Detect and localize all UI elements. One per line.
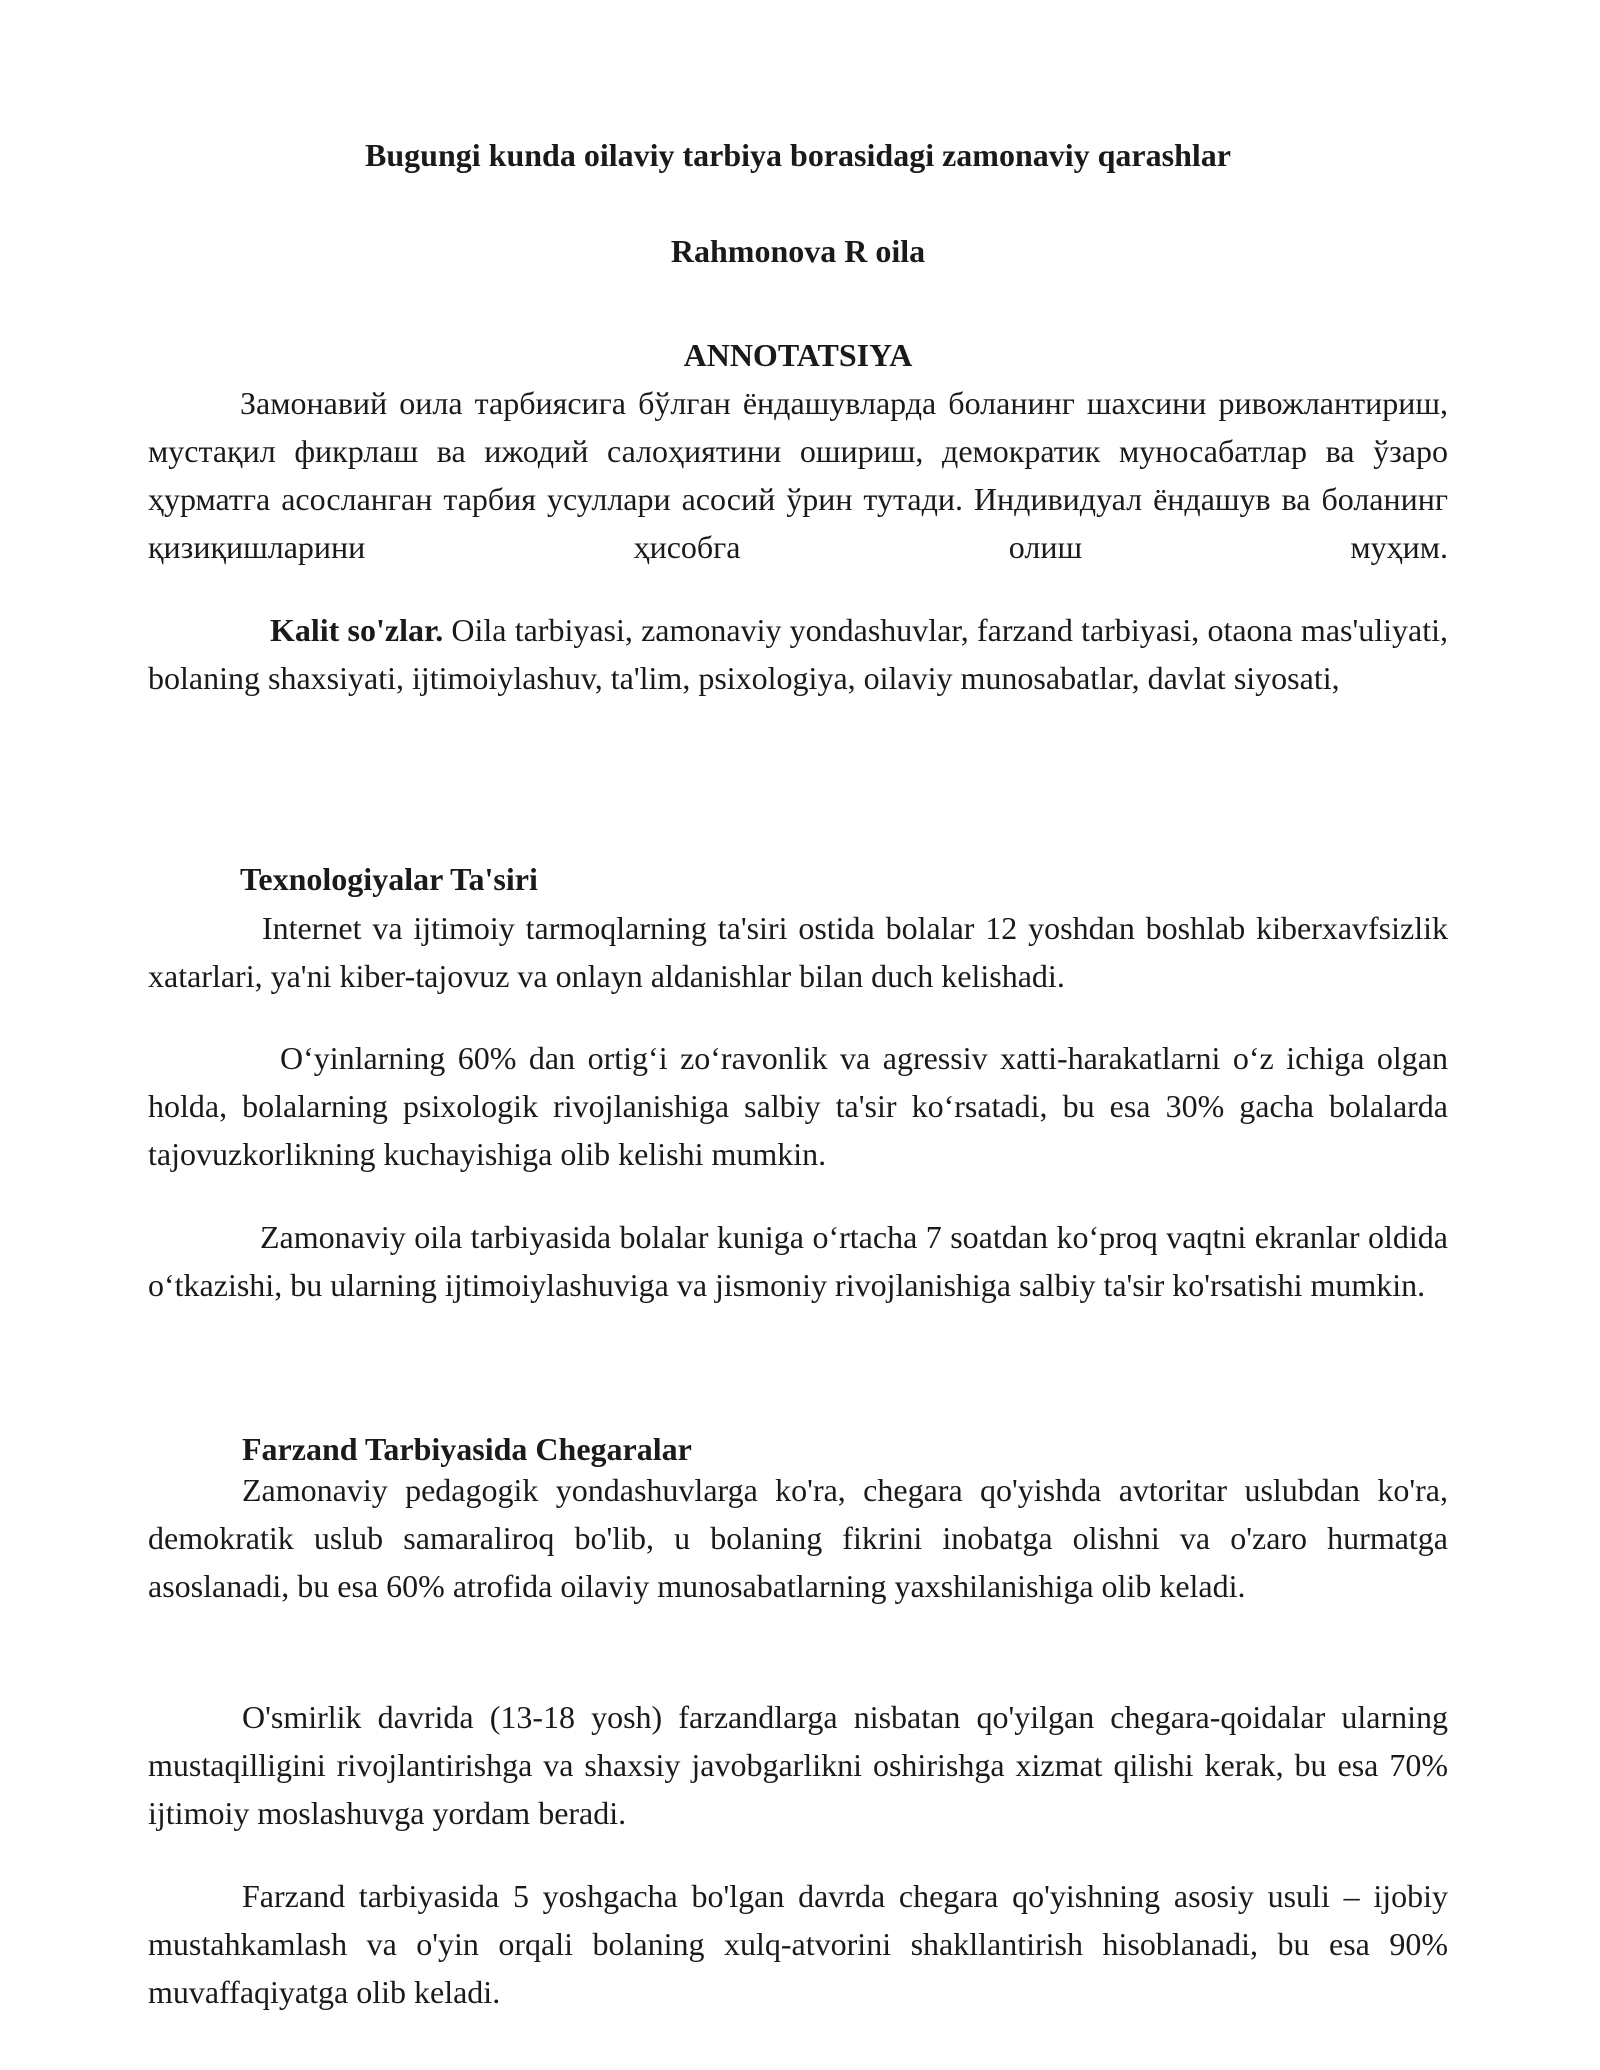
keywords-paragraph xyxy=(148,606,1448,702)
technology-paragraph-3: Zamonaviy oila tarbiyasida bolalar kuniga o‘rtacha 7 soatdan ko‘proq vaqtni ekranlar oldida o‘tkazishi, bu ularning ijtimoiylashuviga va jismoniy rivojlanishiga salbiy ta'sir ko'rsatishi mumkin. xyxy=(148,1219,1448,1303)
document-author: Rahmonova R oila xyxy=(670,233,926,269)
keywords-label: Kalit so'zlar. xyxy=(270,612,444,648)
annotation-heading: ANNOTATSIYA xyxy=(683,337,913,373)
boundaries-paragraph-1: Zamonaviy pedagogik yondashuvlarga ko'ra, chegara qo'yishda avtoritar uslubdan ko'ra, demokratik uslub samaraliroq bo'lib, u bolaning fikrini inobatga olishni va o'zaro hurmatga asoslanadi, bu esa 60% atrofida oilaviy munosabatlarning yaxshilanishiga olib keladi. xyxy=(148,1472,1448,1604)
boundaries-paragraph-3: Farzand tarbiyasida 5 yoshgacha bo'lgan davrda chegara qo'yishning asosiy usuli – ijobiy mustahkamlash va o'yin orqali bolaning xulq-atvorini shakllantirish hisoblanadi, bu esa 90% muvaffaqiyatga olib keladi. xyxy=(148,1878,1448,2010)
technology-paragraph-2: O‘yinlarning 60% dan ortig‘i zo‘ravonlik va agressiv xatti-harakatlarni o‘z ichiga olgan holda, bolalarning psixologik rivojlanishiga salbiy ta'sir ko‘rsatadi, bu esa 30% gacha bolalarda tajovuzkorlikning kuchayishiga olib kelishi mumkin. xyxy=(148,1040,1448,1172)
keywords-text: Oila tarbiyasi, zamonaviy yondashuvlar, farzand tarbiyasi, otaona mas'uliyati, bolaning shaxsiyati, ijtimoiylashuv, ta'lim, psixologiya, oilaviy munosabatlar, davlat siyosati, xyxy=(148,612,1448,696)
document-title: Bugungi kunda oilaviy tarbiya borasidagi zamonaviy qarashlar xyxy=(365,137,1231,173)
section-heading-technology: Texnologiyalar Ta'siri xyxy=(240,861,538,897)
annotation-paragraph: Замонавий оила тарбиясига бўлган ёндашувларда боланинг шахсини ривожлантириш, мустақил фикрлаш ва ижодий салоҳиятини ошириш, демократик муносабатлар ва ўзаро ҳурматга асосланган тарбия усуллари асосий ўрин тутади. Индивидуал ёндашув ва боланинг қизиқишларини ҳисобга олиш муҳим. xyxy=(148,385,1448,565)
boundaries-paragraph-2: O'smirlik davrida (13-18 yosh) farzandlarga nisbatan qo'yilgan chegara-qoidalar ularning mustaqilligini rivojlantirishga va shaxsiy javobgarlikni oshirishga xizmat qilishi kerak, bu esa 70% ijtimoiy moslashuvga yordam beradi. xyxy=(148,1699,1448,1831)
technology-paragraph-1: Internet va ijtimoiy tarmoqlarning ta'siri ostida bolalar 12 yoshdan boshlab kiberxavfsizlik xatarlari, ya'ni kiber-tajovuz va onlayn aldanishlar bilan duch kelishadi. xyxy=(148,910,1448,994)
section-heading-boundaries: Farzand Tarbiyasida Chegaralar xyxy=(242,1431,692,1467)
